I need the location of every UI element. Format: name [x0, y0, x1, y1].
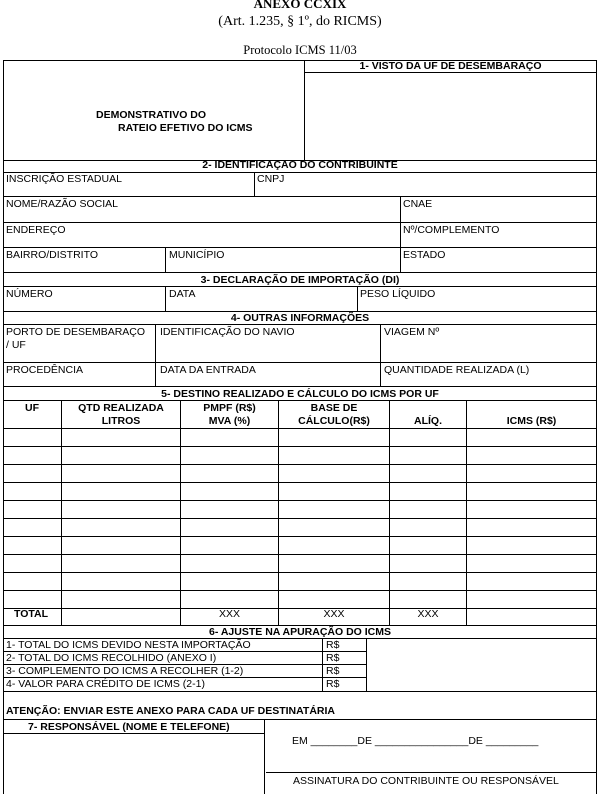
col-header-icms: ICMS (R$): [506, 415, 557, 427]
signature-line: [266, 772, 596, 773]
header-bottom-line: [3, 428, 597, 429]
table-row: [3, 446, 597, 447]
section5-title: 5- DESTINO REALIZADO E CÁLCULO DO ICMS POR UF: [161, 388, 439, 400]
di-data-field[interactable]: DATA: [169, 288, 196, 300]
procedencia-field[interactable]: PROCEDÊNCIA: [6, 364, 84, 376]
date-line[interactable]: EM ________DE ________________DE _________: [292, 735, 539, 747]
inscricao-estadual-field[interactable]: INSCRIÇÃO ESTADUAL: [6, 173, 122, 185]
table-row: [3, 590, 597, 591]
col-header-pmpf-line1: PMPF (R$): [203, 402, 256, 414]
table-row: [3, 464, 597, 465]
protocol-label: Protocolo ICMS 11/03: [243, 43, 357, 57]
ajuste-item-label: 1- TOTAL DO ICMS DEVIDO NESTA IMPORTAÇÃO: [6, 639, 251, 651]
col-divider: [61, 400, 62, 625]
nome-razao-social-field[interactable]: NOME/RAZÃO SOCIAL: [6, 198, 119, 210]
col-header-qtd-line1: QTD REALIZADA: [78, 402, 164, 414]
col-header-base-line2: CÁLCULO(R$): [298, 415, 370, 427]
table-row: [3, 536, 597, 537]
col-divider: [466, 400, 467, 625]
section6-title: 6- AJUSTE NA APURAÇÃO DO ICMS: [208, 626, 391, 638]
table-row: [3, 554, 597, 555]
table-row: [3, 500, 597, 501]
endereco-field[interactable]: ENDEREÇO: [6, 224, 66, 236]
municipio-field[interactable]: MUNICÍPIO: [169, 249, 225, 261]
section4-title: 4- OUTRAS INFORMAÇÕES: [230, 312, 370, 324]
doc-title-line1: DEMONSTRATIVO DO: [96, 109, 207, 121]
section1-title: 1- VISTO DA UF DE DESEMBARAÇO: [359, 60, 542, 72]
table-row: [3, 518, 597, 519]
total-row-label: TOTAL: [14, 608, 49, 620]
signature-label: ASSINATURA DO CONTRIBUINTE OU RESPONSÁVEL: [293, 775, 559, 787]
col-divider: [278, 400, 279, 625]
data-entrada-field[interactable]: DATA DA ENTRADA: [160, 364, 256, 376]
cnae-field[interactable]: CNAE: [403, 198, 433, 210]
section2-title: 2- IDENTIFICAÇAO DO CONTRIBUINTE: [202, 159, 398, 171]
doc-title-line2: RATEIO EFETIVO DO ICMS: [118, 122, 253, 134]
col-header-aliq: ALÍQ.: [414, 415, 442, 427]
ajuste-row-line: [3, 651, 366, 652]
col-header-qtd-line2: LITROS: [101, 415, 141, 427]
ajuste-row-line: [3, 677, 366, 678]
col-header-pmpf-line2: MVA (%): [208, 415, 251, 427]
total-xxx-pmpf: XXX: [218, 608, 240, 620]
total-xxx-aliq: XXX: [417, 608, 439, 620]
viagem-field[interactable]: VIAGEM Nº: [384, 326, 440, 338]
porto-desembaraco-field[interactable]: PORTO DE DESEMBARAÇO: [6, 326, 146, 338]
table-row: [3, 572, 597, 573]
col-header-base-line1: BASE DE: [310, 402, 358, 414]
s1-title-underline: [304, 72, 597, 73]
ajuste-row-line: [3, 664, 366, 665]
ajuste-item-label: 2- TOTAL DO ICMS RECOLHIDO (ANEXO I): [6, 652, 217, 664]
col-divider: [180, 400, 181, 625]
ajuste-item-label: 3- COMPLEMENTO DO ICMS A RECOLHER (1-2): [6, 665, 244, 677]
section7-title: 7- RESPONSÁVEL (NOME E TELEFONE): [28, 721, 230, 733]
bairro-distrito-field[interactable]: BAIRRO/DISTRITO: [6, 249, 98, 261]
identificacao-navio-field[interactable]: IDENTIFICAÇÃO DO NAVIO: [160, 326, 295, 338]
numero-complemento-field[interactable]: Nº/COMPLEMENTO: [403, 224, 500, 236]
annex-title: ANEXO CCXIX: [253, 0, 347, 11]
col-header-uf: UF: [25, 402, 39, 414]
col-divider: [389, 400, 390, 625]
s1-vertical-divider: [304, 60, 305, 160]
porto-uf-label: / UF: [6, 339, 26, 351]
quantidade-realizada-field[interactable]: QUANTIDADE REALIZADA (L): [384, 364, 530, 376]
estado-field[interactable]: ESTADO: [403, 249, 446, 261]
ajuste-item-currency[interactable]: R$: [326, 639, 340, 651]
di-numero-field[interactable]: NÚMERO: [6, 288, 53, 300]
attention-note: ATENÇÃO: ENVIAR ESTE ANEXO PARA CADA UF DESTINATÁRIA: [6, 705, 336, 717]
article-reference: (Art. 1.235, § 1º, do RICMS): [218, 14, 382, 29]
ajuste-item-label: 4- VALOR PARA CRÉDITO DE ICMS (2-1): [6, 678, 205, 690]
di-peso-liquido-field[interactable]: PESO LÍQUIDO: [360, 288, 436, 300]
ajuste-item-currency[interactable]: R$: [326, 665, 340, 677]
total-xxx-base: XXX: [323, 608, 345, 620]
section3-title: 3- DECLARAÇÃO DE IMPORTAÇÃO (DI): [200, 274, 400, 286]
ajuste-item-currency[interactable]: R$: [326, 652, 340, 664]
cnpj-field[interactable]: CNPJ: [257, 173, 285, 185]
table-row: [3, 482, 597, 483]
ajuste-item-currency[interactable]: R$: [326, 678, 340, 690]
